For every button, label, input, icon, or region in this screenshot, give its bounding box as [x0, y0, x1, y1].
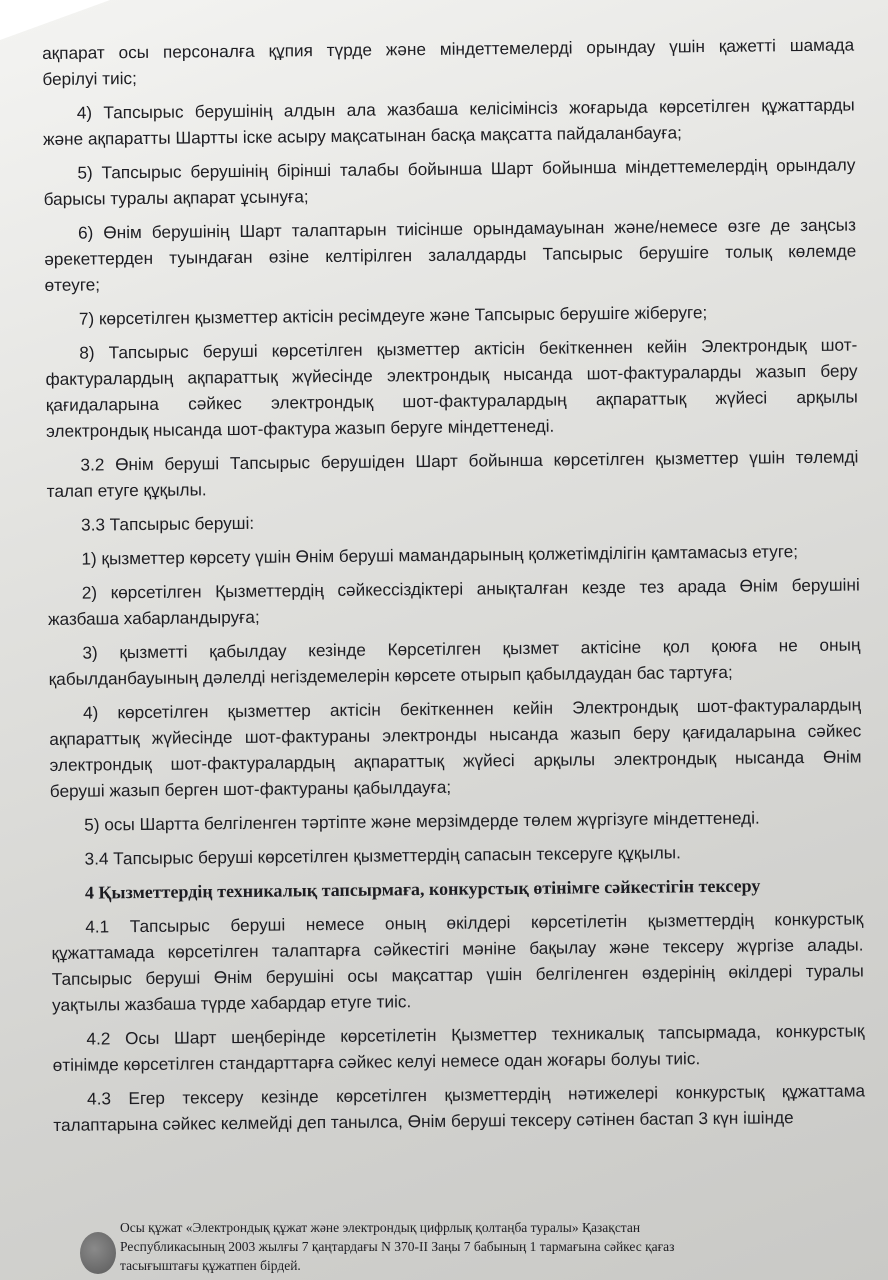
paragraph: [53, 1077, 866, 1138]
text-line: 3.4 Тапсырыс беруші көрсетілген қызметтердің сапасын тексеруге құқылы.: [84, 842, 681, 869]
text-line: 4.2 Осы Шарт шеңберінде көрсетілетін Қызметтер техникалық тапсырмада, конкурстық: [86, 1020, 865, 1049]
paragraph: [47, 537, 859, 572]
seal-icon: [80, 1232, 116, 1274]
text-line: Тапсырыс беруші Өнім берушіні осы мақсаттар үшін белгіленген өздерінің өкілдері туралы: [51, 960, 864, 989]
text-line: талаптарына сәйкес келмейді деп танылса, Өнім беруші тексеру сәтінен бастап 3 күн ішінде: [53, 1107, 794, 1135]
paragraph: [44, 211, 857, 297]
text-line: берілуі тиіс;: [42, 68, 137, 89]
footer-line: тасығыштағы құжатпен бірдей.: [120, 1258, 301, 1273]
section-heading: [51, 871, 863, 906]
paragraph: [46, 443, 859, 504]
text-line: қабылданбауының дәлелді негіздемелерін көрсете отырып қабылдаудан бас тартуға;: [48, 661, 733, 689]
paragraph: [47, 503, 859, 538]
paragraph: [48, 571, 861, 632]
text-line: 5) Тапсырыс берушінің бірінші талабы бойынша Шарт бойынша міндеттемелердің орындалу: [77, 154, 856, 183]
text-line: 4 Қызметтердің техникалық тапсырмаға, конкурстық өтінімге сәйкестігін тексеру: [84, 875, 761, 903]
text-line: 4.3 Егер тексеру кезінде көрсетілген қызметтердің нәтижелері конкурстық құжаттама: [86, 1080, 866, 1109]
paragraph: [45, 331, 858, 443]
text-line: ақпараттық жүйесінде шот-фактураны электронды нысанда жазып беру қағидаларына сәйкес: [49, 720, 862, 749]
text-line: электрондық нысанда шот-фактура жазып беруге міндеттенеді.: [45, 415, 555, 441]
text-line: фактуралардың ақпараттық жүйесінде электрондық нысанда шот-фактураларды жазып беру: [45, 360, 858, 389]
text-line: 4) көрсетілген қызметтер актісін бекіткеннен кейін Электрондық шот-фактуралардың: [82, 694, 862, 723]
text-line: 7) көрсетілген қызметтер актісін ресімдеуге және Тапсырыс берушіге жіберуге;: [78, 302, 708, 329]
text-line: қағидаларына сәйкес электрондық шот-фактуралардың ақпараттық жүйесі арқылы: [45, 386, 858, 415]
paragraph: [45, 297, 857, 332]
text-line: электрондық шот-фактуралардың ақпараттық жүйесі арқылы электрондық нысанда Өнім: [49, 746, 862, 775]
paragraph: [51, 905, 864, 1017]
text-line: 3.2 Өнім беруші Тапсырыс берушіден Шарт бойынша көрсетілген қызметтер үшін төлемді: [80, 446, 859, 475]
text-line: құжаттамада көрсетілген талаптарға сәйкестігі мәніне бақылау және тексеру жүргізе алады.: [51, 934, 864, 963]
text-line: әрекеттерден туындаған өзіне келтірілген залалдарды Тапсырыс берушіге толық көлемде: [44, 240, 857, 269]
text-line: уақтылы жазбаша түрде хабардар етуге тиіс.: [52, 991, 412, 1015]
text-line: 3) қызметті қабылдау кезінде Көрсетілген қызмет актісіне қол қоюға не оның: [82, 634, 861, 663]
text-line: талап етуге құқылы.: [46, 479, 207, 501]
paragraph: [43, 151, 856, 212]
paragraph: [52, 1017, 865, 1078]
text-line: 3.3 Тапсырыс беруші:: [80, 512, 255, 535]
paragraph: [42, 31, 855, 92]
text-line: 5) осы Шартта белгіленген тәртіпте және мерзімдерде төлем жүргізуге міндеттенеді.: [84, 807, 760, 835]
paragraph: [50, 803, 862, 838]
text-line: 1) қызметтер көрсету үшін Өнім беруші мамандарының қолжетімділігін қамтамасыз етуге;: [81, 541, 799, 569]
e-document-footer: [80, 1218, 840, 1275]
paragraph: [48, 631, 861, 692]
text-line: 2) көрсетілген Қызметтердің сәйкессіздіктері анықталған кезде тез арада Өнім берушіні: [81, 574, 860, 603]
document-page: [42, 31, 866, 1145]
text-line: өтеуге;: [44, 274, 101, 295]
text-line: жазбаша хабарландыруға;: [47, 606, 260, 629]
text-line: 6) Өнім берушінің Шарт талаптарын тиісінше орындамауынан және/немесе өзге де заңсыз: [77, 214, 857, 243]
text-line: барысы туралы ақпарат ұсынуға;: [43, 186, 309, 209]
paragraph: [49, 691, 862, 803]
text-line: және ақпаратты Шартты іске асыру мақсатынан басқа мақсатта пайдаланбауға;: [42, 122, 682, 149]
paper-corner: [0, 0, 110, 40]
footer-line: Осы құжат «Электрондық құжат және электрондық цифрлық қолтаңба туралы» Қазақстан: [120, 1220, 641, 1235]
text-line: өтінімде көрсетілген стандарттарға сәйкес келуі немесе одан жоғары болуы тиіс.: [52, 1048, 701, 1075]
paragraph: [43, 91, 856, 152]
footer-line: Республикасының 2003 жылғы 7 қаңтардағы N 370-II Заңы 7 бабының 1 тармағына сәйкес қағаз: [120, 1239, 675, 1254]
text-line: беруші жазып берген шот-фактураны қабылдауға;: [49, 776, 452, 801]
text-line: ақпарат осы персоналға құпия түрде және міндеттемелерді орындау үшін қажетті шамада: [42, 34, 855, 63]
paragraph: [50, 837, 862, 872]
text-line: 4) Тапсырыс берушінің алдын ала жазбаша келісімінсіз жоғарыда көрсетілген құжаттарды: [76, 94, 855, 123]
text-line: 4.1 Тапсырыс беруші немесе оның өкілдері көрсетілетін қызметтердің конкурстық: [85, 908, 864, 937]
text-line: 8) Тапсырыс беруші көрсетілген қызметтер актісін бекіткеннен кейін Электрондық шот-: [79, 334, 858, 363]
